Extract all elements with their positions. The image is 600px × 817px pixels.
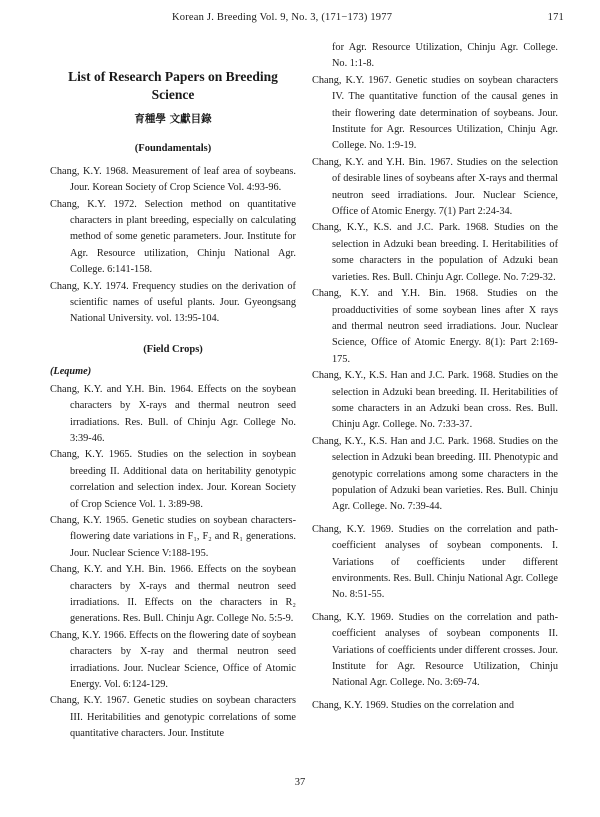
reference-entry: Chang, K.Y. 1974. Frequency studies on the derivation of scientific names of useful plants. Jour. Gyeongsang National University. vol. 13:95-104. — [50, 280, 296, 325]
title-block — [50, 68, 296, 127]
reference-entry: Chang, K.Y. 1967. Genetic studies on soybean characters IV. The quantitative function of the causal genes in their flowering date determination of soybeans. Jour. Institute for Agr. Resources Utilization, Chinju Agr. College. No. 1:9-19. — [312, 74, 558, 152]
section-heading-fundamentals: (Foundamentals) — [134, 143, 212, 155]
reference-entry: Chang, K.Y. and Y.H. Bin. 1967. Studies on the selection of desirable lines of soybeans after X-rays and thermal neutron seed irradiations. Jour. Nuclear Science, Office of Atomic Energy. 7(1) Part 2:24-34. — [312, 156, 558, 218]
legume-list — [50, 382, 296, 743]
reference-entry: Chang, K.Y. and Y.H. Bin. 1964. Effects on the soybean characters by X-rays and thermal neutron seed irradiations. Res. Bull. of Chinju Agr. College No. 3:39-46. — [50, 383, 296, 444]
footer-page-number: 37 — [294, 777, 306, 788]
page-number: 171 — [547, 12, 564, 23]
reference-entry: Chang, K.Y. 1965. Genetic studies on soybean characters-flowering date variations in F₁, F₂ and R₁ generations. Jour. Nuclear Science V:188-195. — [50, 514, 296, 559]
running-title: Korean J. Breeding Vol. 9, No. 3, (171−173) 1977 — [172, 12, 393, 23]
reference-entry: Chang, K.Y. 1966. Effects on the flowering date of soybean characters by X-ray and thermal neutron seed irradiations. Jour. Nuclear Science, Office of Atomic Energy. Vol. 6:124-129. — [50, 629, 296, 690]
reference-entry: Chang, K.Y., K.S. Han and J.C. Park. 1968. Studies on the selection in Adzuki bean breeding. II. Heritabilities of some characters in an Adzuki bean cross. Res. Bull. Chinju Agr. College. No. 7:33-37. — [312, 370, 558, 431]
reference-entry: Chang, K.Y. 1965. Studies on the selection in soybean breeding II. Additional data on heritability genotypic correlation and selection index. Jour. Korean Society of Crop Science Vol. 1. 3:89-98. — [50, 449, 296, 510]
fundamentals-list — [50, 164, 296, 328]
reference-entry: Chang, K.Y. and Y.H. Bin. 1968. Studies on the proadductivities of some soybean lines after X rays and thermal neutron seed irradiations. Jour. Nuclear Science, Office of Atomic Energy. 8(1): Part 2:169-175. — [312, 288, 558, 365]
left-column — [50, 0, 296, 743]
subsection-heading-legume: (Lequme) — [50, 366, 92, 378]
reference-entry: Chang, K.Y., K.S. and J.C. Park. 1968. Studies on the selection in Adzuki bean breeding. I. Heritabilities of some characters in the population of Adzuki bean varieties. Res. Bull. Chinju Agr. College. No. 7:29-32. — [312, 222, 558, 283]
reference-entry: Chang, K.Y. 1969. Studies on the correlation and path-coefficient analyses of soybean components. I. Variations of coefficients under different environments. Res. Bull. Chinju National Agr. College No. 8:51-55. — [312, 523, 558, 601]
right-column — [312, 40, 558, 714]
reference-entry: Chang, K.Y. 1972. Selection method on quantitative characters in plant breeding, especially on calculating method of some genetic parameters. Jour. Institute for Agr. Resource utilization, Chinju National Agr. College. 6:141-158. — [50, 198, 296, 276]
article-title-korean: 育種學 文獻目錄 — [134, 113, 212, 125]
reference-entry: Chang, K.Y. 1969. Studies on the correlation and path-coefficient analyses of soybean components II. Variations of coefficients under different crosses. Jour. Institute for Agr. Resource Utilization, Chinju National Agr. College. No. 3:69-74. — [312, 611, 558, 689]
section-heading-field-crops: (Field Crops) — [143, 343, 203, 355]
reference-entry: Chang, K.Y. and Y.H. Bin. 1966. Effects on the soybean characters by X-rays and thermal neutron seed irradiations. II. Effects on the characters in R₂ generations. Res. Bull. Chinju Agr. College No. 5:5-9. — [50, 564, 296, 625]
reference-entry: Chang, K.Y. 1969. Studies on the correlation and — [312, 699, 515, 711]
reference-entry: Chang, K.Y. 1967. Genetic studies on soybean characters III. Heritabilities and genotypic correlations of some quantitative characters. Jour. Institute — [50, 695, 296, 740]
article-title: List of Research Papers on Breeding Science — [68, 69, 278, 102]
reference-entry: Chang, K.Y., K.S. Han and J.C. Park. 1968. Studies on the selection in Adzuki bean breeding. III. Phenotypic and genotypic correlations among some characters in the population of Adzuki bean varieties. Res. Bull. Chinju Agr. College. No. 7:39-44. — [312, 435, 558, 513]
reference-entry: Chang, K.Y. 1968. Measurement of leaf area of soybeans. Jour. Korean Society of Crop Science Vol. 4:93-96. — [50, 165, 296, 194]
reference-entry-continued: for Agr. Resource Utilization, Chinju Agr. College. No. 1:1-8. — [332, 42, 558, 70]
